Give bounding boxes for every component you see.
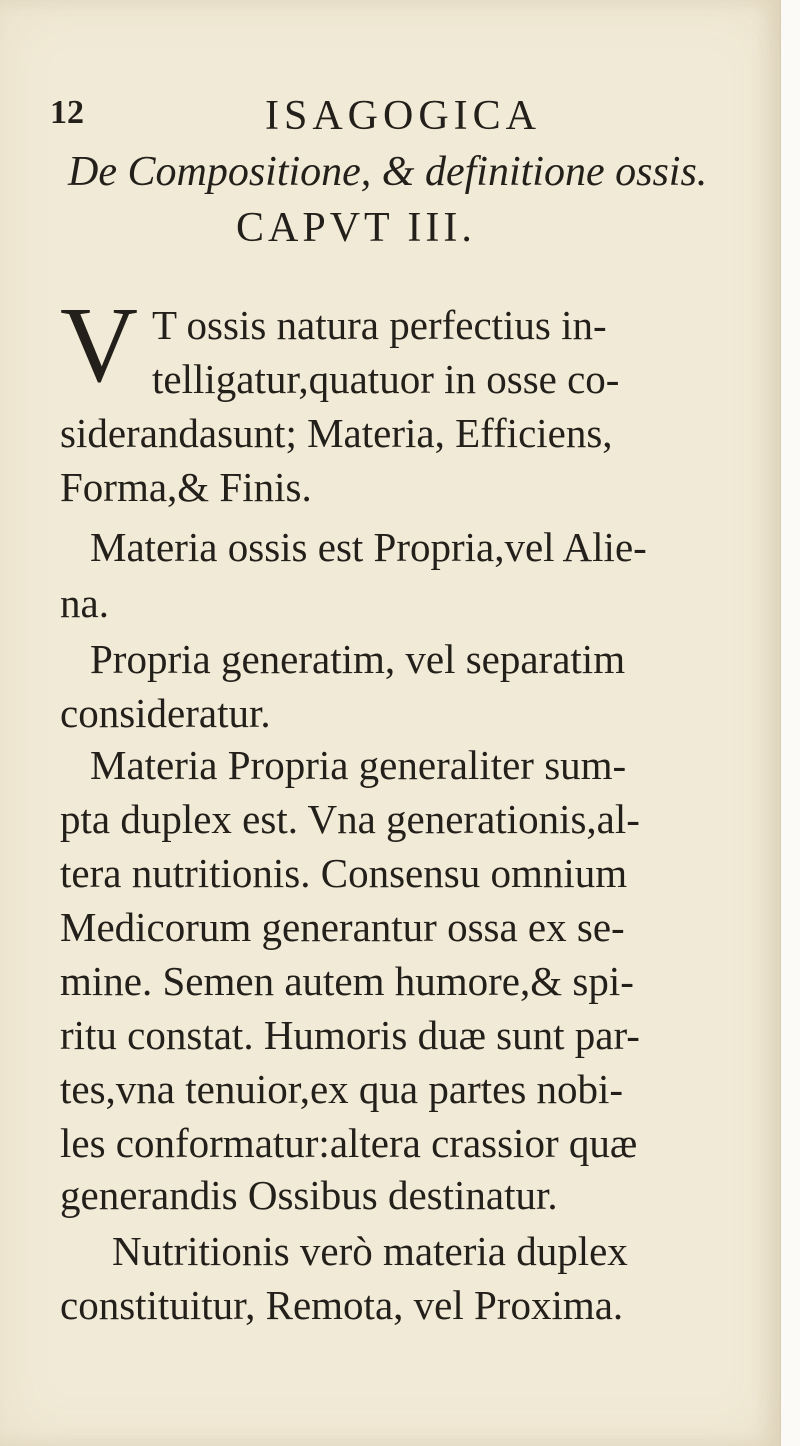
text-line: Nutritionis verò materia duplex	[112, 1228, 628, 1274]
text-line: constituitur, Remota, vel Proxima.	[60, 1282, 624, 1328]
text-line: Propria generatim, vel separatim	[90, 636, 626, 682]
page-edge	[780, 0, 800, 1446]
text-line: mine. Semen autem humore,& spi-	[60, 958, 634, 1004]
text-line: les conformatur:altera crassior quæ	[60, 1120, 638, 1166]
text-line: Materia Propria generaliter sum-	[90, 742, 627, 788]
drop-capital: V	[60, 286, 138, 405]
text-line: consideratur.	[60, 690, 271, 736]
text-line: telligatur,quatuor in osse co-	[152, 356, 620, 402]
text-line: T ossis natura perfectius in-	[152, 302, 607, 348]
running-title: ISAGOGICA	[265, 93, 541, 139]
page-number: 12	[50, 94, 84, 131]
text-line: na.	[60, 580, 109, 626]
text-line: tera nutritionis. Consensu omnium	[60, 850, 628, 896]
text-line: Forma,& Finis.	[60, 464, 312, 510]
text-line: generandis Ossibus destinatur.	[60, 1172, 558, 1218]
text-line: siderandasunt; Materia, Efficiens,	[60, 410, 613, 456]
chapter-heading: CAPVT III.	[236, 205, 476, 251]
section-title: De Compositione, & definitione ossis.	[68, 149, 708, 195]
text-line: ritu constat. Humoris duæ sunt par-	[60, 1012, 640, 1058]
text-line: tes,vna tenuior,ex qua partes nobi-	[60, 1066, 624, 1112]
text-line: Medicorum generantur ossa ex se-	[60, 904, 625, 950]
running-head	[50, 92, 690, 140]
text-line: Materia ossis est Propria,vel Alie-	[90, 524, 647, 570]
text-line: pta duplex est. Vna generationis,al-	[60, 796, 640, 842]
